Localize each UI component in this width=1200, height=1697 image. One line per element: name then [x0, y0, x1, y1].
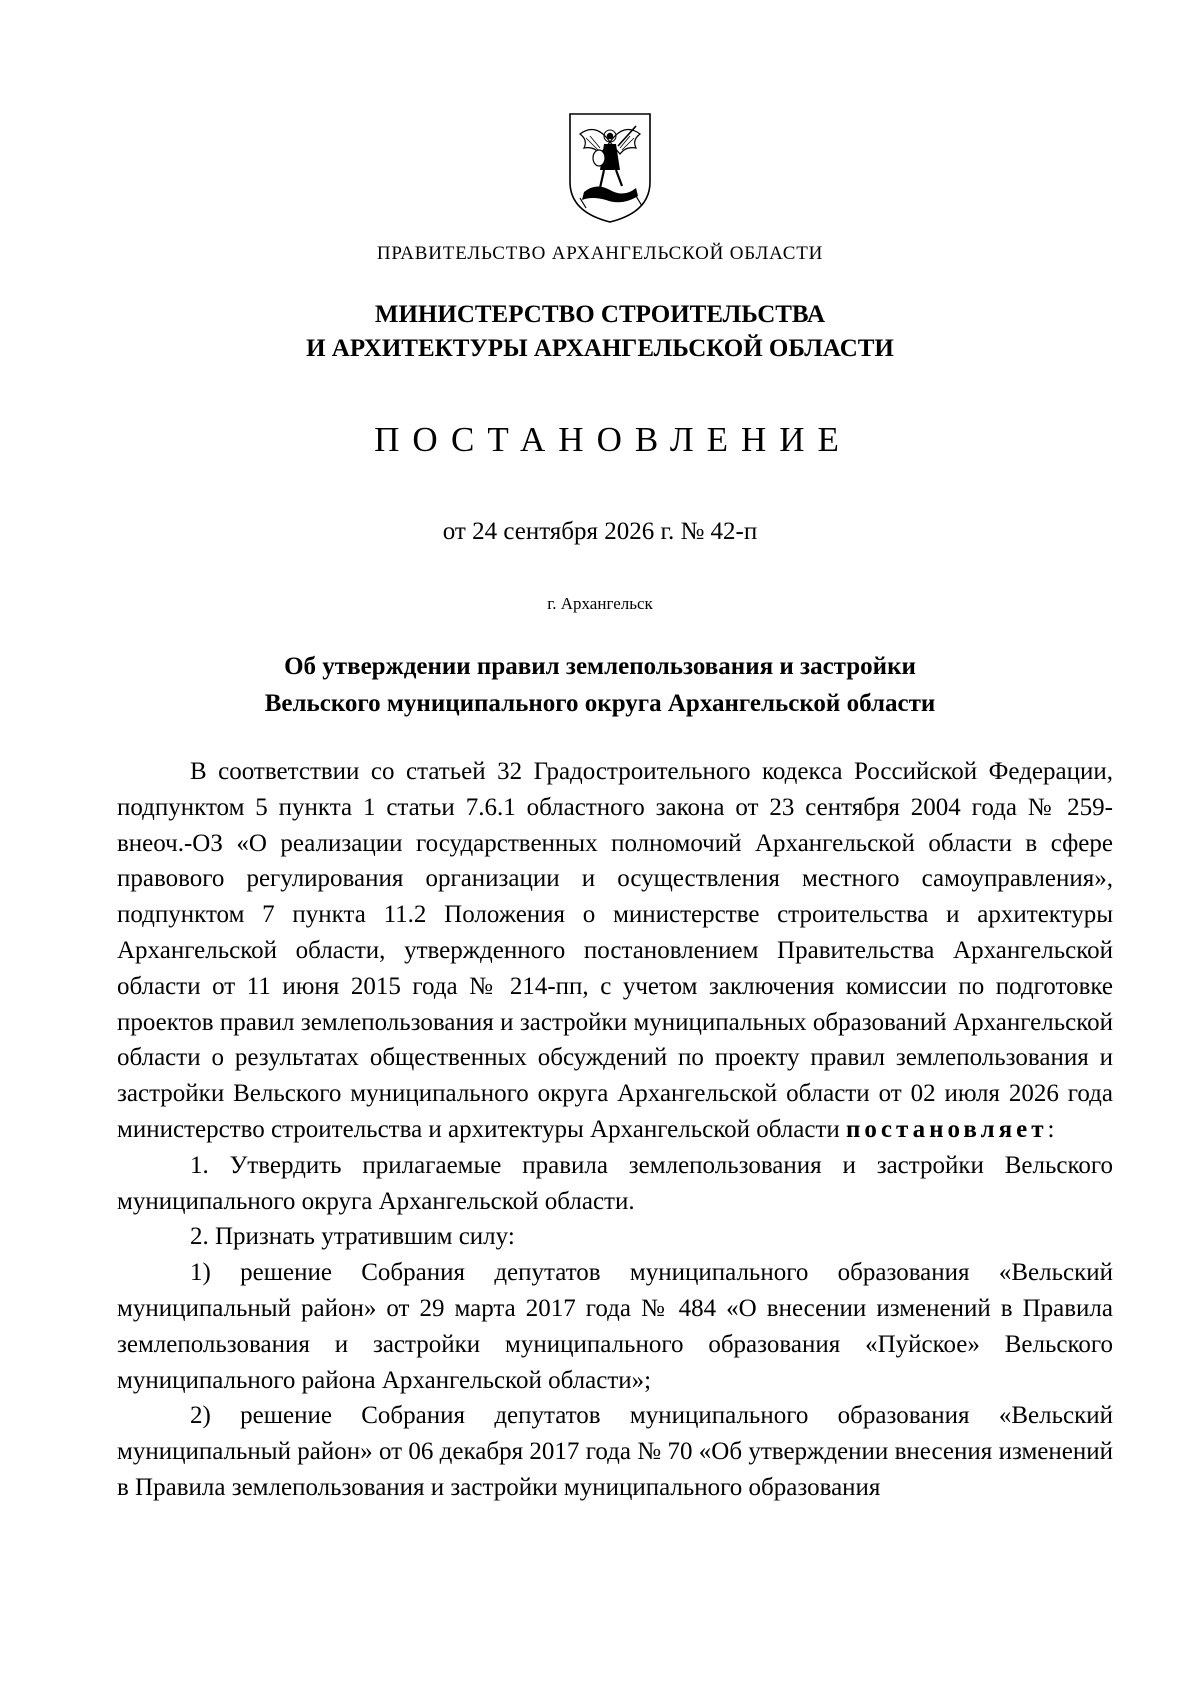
document-title: [0, 648, 1200, 722]
coat-of-arms-emblem: [566, 112, 654, 224]
item-2-paragraph: 2. Признать утратившим силу:: [190, 1223, 515, 1251]
preamble-paragraph: [117, 754, 1113, 1148]
ministry-name-line-2: И АРХИТЕКТУРЫ АРХАНГЕЛЬСКОЙ ОБЛАСТИ: [306, 335, 894, 362]
ministry-name-line-1: МИНИСТЕРСТВО СТРОИТЕЛЬСТВА: [374, 301, 826, 328]
item-2-2-paragraph: 2) решение Собрания депутатов муниципального образования «Вельский муниципальный район» от 06 декабря 2017 года № 70 «Об утверждении внесения изменений в Правила землепользования и застройки муниципального образования: [117, 1402, 1113, 1501]
document-title-line-2: Вельского муниципального округа Архангельской области: [264, 690, 936, 717]
item-2-1-paragraph: 1) решение Собрания депутатов муниципального образования «Вельский муниципальный район» от 29 марта 2017 года № 484 «О внесении изменений в Правила землепользования и застройки муниципального образования «Пуйское» Вельского муниципального района Архангельской области»;: [117, 1259, 1113, 1394]
ministry-name: [0, 298, 1200, 366]
resolves-keyword: постановляет: [846, 1115, 1048, 1143]
preamble-text: В соответствии со статьей 32 Градостроительного кодекса Российской Федерации, подпунктом 5 пункта 1 статьи 7.6.1 областного закона от 23 сентября 2004 года № 259-внеоч.-ОЗ «О реализации государственных полномочий Архангельской области в сфере правового регулирования организации и осуществления местного самоуправления», подпунктом 7 пункта 11.2 Положения о министерстве строительства и архитектуры Архангельской области, утвержденного постановлением Правительства Архангельской области от 11 июня 2015 года № 214-пп, с учетом заключения комиссии по подготовке проектов правил землепользования и застройки муниципальных образований Архангельской области о результатах общественных обсуждений по проекту правил землепользования и застройки Вельского муниципального округа Архангельской области от 02 июля 2026 года министерство строительства и архитектуры Архангельской области: [117, 758, 1113, 1143]
document-date-number: от 24 сентября 2026 г. № 42-п: [442, 518, 758, 545]
document-title-line-1: Об утверждении правил землепользования и застройки: [284, 653, 916, 680]
item-1-paragraph: 1. Утвердить прилагаемые правила землепользования и застройки Вельского муниципального округа Архангельской области.: [117, 1151, 1113, 1215]
archangel-emblem-icon: [566, 112, 654, 224]
document-city: г. Архангельск: [547, 594, 653, 613]
document-type: ПОСТАНОВЛЕНИЕ: [374, 420, 852, 459]
resolves-colon: :: [1047, 1115, 1055, 1143]
government-name: ПРАВИТЕЛЬСТВО АРХАНГЕЛЬСКОЙ ОБЛАСТИ: [376, 243, 824, 264]
document-body: [117, 754, 1113, 1506]
